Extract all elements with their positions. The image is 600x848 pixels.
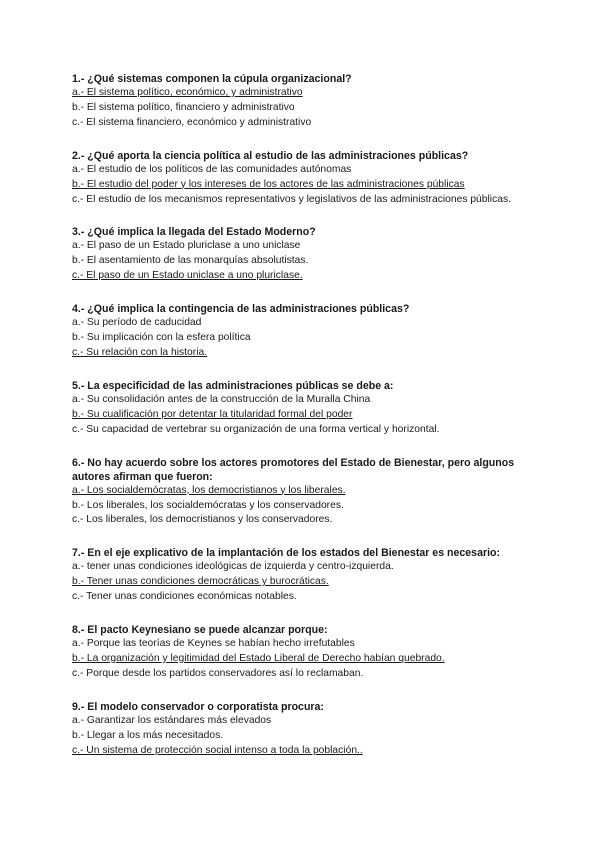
question-title: 2.- ¿Qué aporta la ciencia política al estudio de las administraciones públicas? xyxy=(72,149,469,162)
option-c: c.- El estudio de los mecanismos representativos y legislativos de las administraciones públicas. xyxy=(72,193,511,205)
option-a: a.- El sistema político, económico, y administrativo xyxy=(72,87,303,98)
option-c: c.- Un sistema de protección social intenso a toda la población.. xyxy=(72,744,363,756)
question-1 xyxy=(72,72,532,131)
question-title: 6.- No hay acuerdo sobre los actores promotores del Estado de Bienestar, pero algunos autores afirman que fueron: xyxy=(72,456,515,483)
quiz-page xyxy=(72,72,532,776)
option-b: b.- El asentamiento de las monarquías absolutistas. xyxy=(72,255,309,267)
question-8 xyxy=(72,623,532,682)
option-b: b.- Tener unas condiciones democráticas y burocráticas. xyxy=(72,576,329,588)
option-a: a.- El estudio de los políticos de las comunidades autónomas xyxy=(72,163,352,175)
question-7 xyxy=(72,546,532,605)
question-4 xyxy=(72,302,532,361)
option-c: c.- Porque desde los partidos conservadores así lo reclamaban. xyxy=(72,667,364,679)
option-a: a.- El paso de un Estado pluriclase a uno uniclase xyxy=(72,240,301,252)
option-a: a.- Su consolidación antes de la construcción de la Muralla China xyxy=(72,393,371,405)
option-b: b.- La organización y legitimidad del Estado Liberal de Derecho habían quebrado. xyxy=(72,652,445,664)
option-a: a.- Los socialdemócratas, los democristianos y los liberales. xyxy=(72,484,346,496)
question-5 xyxy=(72,379,532,438)
question-title: 9.- El modelo conservador o corporatista procura: xyxy=(72,700,324,713)
option-a: a.- Garantizar los estándares más elevados xyxy=(72,714,272,726)
question-title: 4.- ¿Qué implica la contingencia de las administraciones públicas? xyxy=(72,303,410,316)
option-b: b.- El sistema político, financiero y administrativo xyxy=(72,101,295,113)
question-title: 5.- La especificidad de las administraciones públicas se debe a: xyxy=(72,379,394,392)
question-2 xyxy=(72,149,532,208)
question-6 xyxy=(72,456,532,529)
question-9 xyxy=(72,700,532,759)
option-b: b.- El estudio del poder y los intereses de los actores de las administraciones públicas xyxy=(72,178,465,190)
question-3 xyxy=(72,225,532,284)
option-c: c.- Los liberales, los democristianos y los conservadores. xyxy=(72,514,333,526)
option-c: c.- El sistema financiero, económico y administrativo xyxy=(72,116,312,128)
option-c: c.- El paso de un Estado uniclase a uno pluriclase. xyxy=(72,270,303,282)
option-a: a.- Porque las teorías de Keynes se habían hecho irrefutables xyxy=(72,638,355,650)
option-c: c.- Su capacidad de vertebrar su organización de una forma vertical y horizontal. xyxy=(72,423,440,435)
option-c: c.- Su relación con la historia. xyxy=(72,346,208,358)
question-title: 1.- ¿Qué sistemas componen la cúpula organizacional? xyxy=(72,73,352,85)
option-b: b.- Su implicación con la esfera política xyxy=(72,332,251,344)
question-title: 3.- ¿Qué implica la llegada del Estado Moderno? xyxy=(72,226,316,239)
option-b: b.- Los liberales, los socialdemócratas y los conservadores. xyxy=(72,499,344,511)
option-b: b.- Su cualificación por detentar la titularidad formal del poder xyxy=(72,408,353,420)
option-a: a.- tener unas condiciones ideológicas de izquierda y centro-izquierda. xyxy=(72,561,394,573)
option-a: a.- Su período de caducidad xyxy=(72,317,202,329)
option-b: b.- Llegar a los más necesitados. xyxy=(72,729,224,741)
question-title: 8.- El pacto Keynesiano se puede alcanzar porque: xyxy=(72,624,328,637)
option-c: c.- Tener unas condiciones económicas notables. xyxy=(72,591,297,603)
question-title: 7.- En el eje explicativo de la implantación de los estados del Bienestar es necesario: xyxy=(72,547,501,560)
